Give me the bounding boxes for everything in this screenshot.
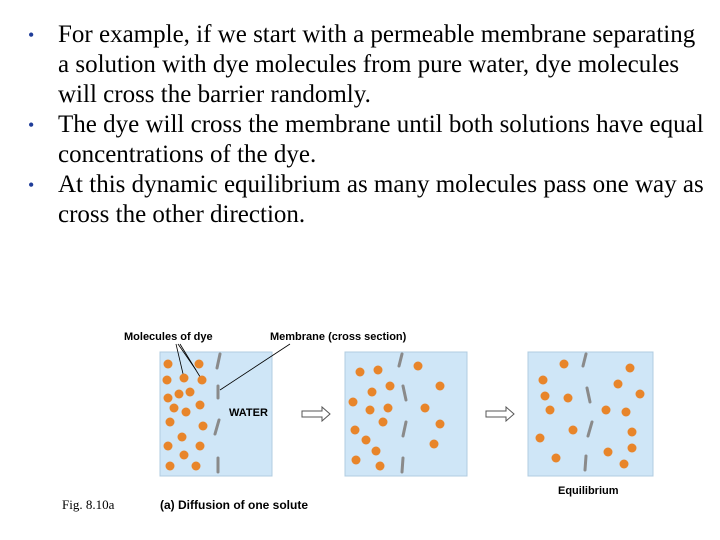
bullet-item-3: [28, 170, 708, 230]
bullet-text-3: At this dynamic equilibrium as many molecules pass one way as cross the other direction.: [58, 171, 704, 228]
water-label: WATER: [229, 407, 268, 419]
bullet-text-1: For example, if we start with a permeable membrane separating a solution with dye molecules from pure water, dye molecules will cross the barrier randomly.: [58, 21, 696, 108]
bullet-marker-icon: •: [28, 25, 35, 45]
bullet-marker-icon: •: [28, 115, 35, 135]
dye-label: Molecules of dye: [124, 331, 213, 343]
figure-caption: [160, 498, 308, 512]
bullet-item-1: [28, 20, 708, 110]
equilibrium-label: Equilibrium: [558, 485, 619, 497]
bullet-list: [28, 20, 708, 230]
bullet-marker-icon: •: [28, 175, 35, 195]
figure-reference: Fig. 8.10a: [62, 497, 115, 512]
membrane-label: Membrane (cross section): [270, 331, 407, 343]
solution-box-equilibrium: [528, 352, 653, 476]
bullet-text-2: The dye will cross the membrane until both solutions have equal concentrations of the dye.: [58, 111, 704, 168]
bullet-item-2: [28, 110, 708, 170]
caption-text: Diffusion of one solute: [178, 498, 309, 512]
caption-part-label: (a): [160, 498, 175, 512]
